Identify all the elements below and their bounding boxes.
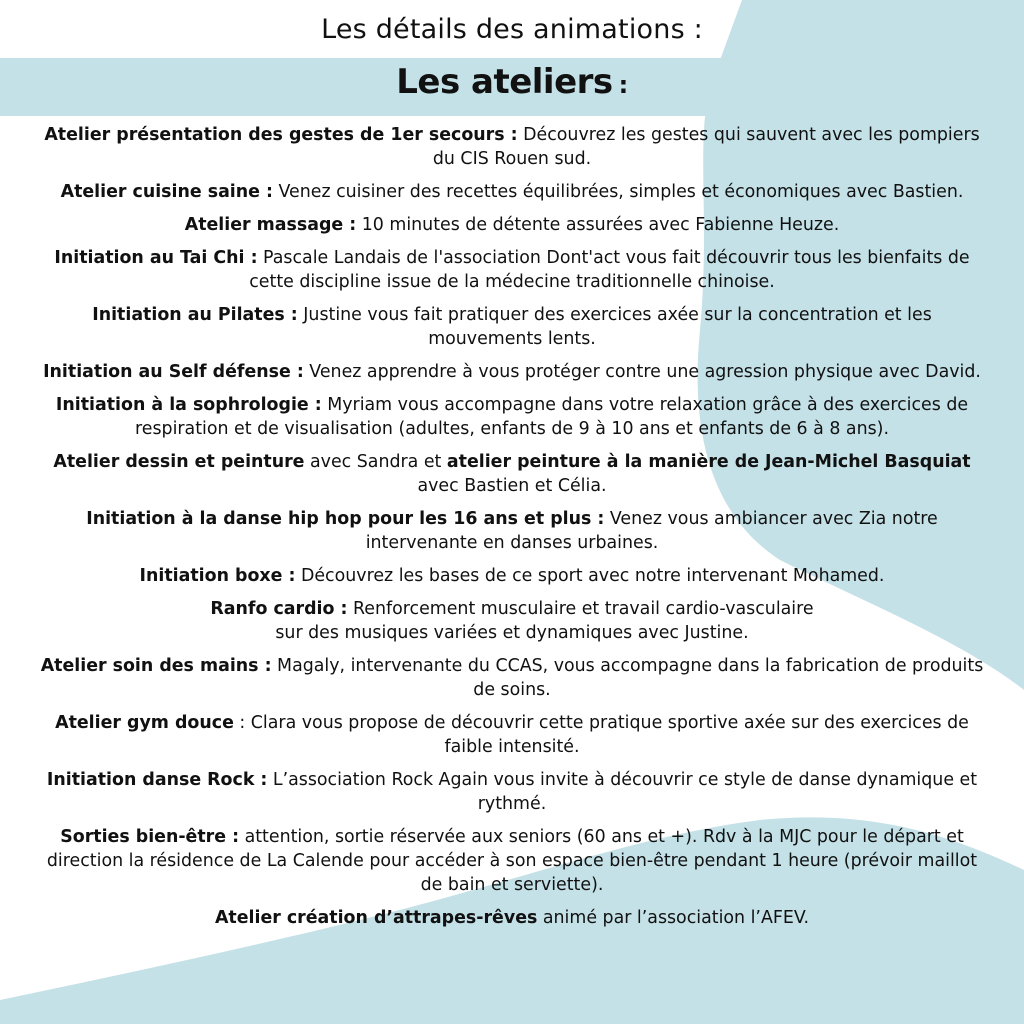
item-description: Découvrez les bases de ce sport avec notre intervenant Mohamed.	[295, 566, 885, 586]
item-description: attention, sortie réservée aux seniors (60 ans et +). Rdv à la MJC pour le départ et direction la résidence de La Calende pour accéder à son espace bien-être pendant 1 heure (prévoir maillot de bain et serviette).	[46, 827, 978, 895]
list-item	[24, 906, 1000, 930]
item-title: Sorties bien-être :	[60, 827, 240, 847]
item-description: Venez apprendre à vous protéger contre une agression physique avec David.	[303, 362, 981, 382]
item-title: Atelier gym douce	[55, 713, 234, 733]
section-title-text: Les ateliers	[396, 62, 613, 102]
item-title: Atelier création d’attrapes-rêves	[214, 908, 538, 928]
list-item	[24, 303, 1000, 351]
list-item	[24, 825, 1000, 897]
section-title	[0, 62, 1024, 102]
item-title: Initiation au Pilates :	[92, 305, 298, 325]
item-title: Initiation au Self défense :	[43, 362, 304, 382]
item-title: Initiation à la danse hip hop pour les 16 ans et plus :	[86, 509, 605, 529]
list-item	[24, 711, 1000, 759]
list-item	[24, 564, 1000, 588]
item-description-line2: sur des musiques variées et dynamiques avec Justine.	[275, 623, 749, 643]
list-item	[24, 246, 1000, 294]
item-title: Atelier présentation des gestes de 1er secours :	[44, 125, 518, 145]
item-description: 10 minutes de détente assurées avec Fabienne Heuze.	[356, 215, 840, 235]
list-item	[24, 123, 1000, 171]
list-item	[24, 768, 1000, 816]
item-title: Atelier massage :	[184, 215, 357, 235]
list-item	[24, 180, 1000, 204]
item-title: Initiation danse Rock :	[46, 770, 268, 790]
item-description: Justine vous fait pratiquer des exercices axée sur la concentration et les mouvements lents.	[297, 305, 932, 349]
list-item	[24, 360, 1000, 384]
item-description: animé par l’association l’AFEV.	[537, 908, 810, 928]
list-item	[24, 450, 1000, 498]
item-title: Ranfo cardio :	[210, 599, 348, 619]
list-item	[24, 393, 1000, 441]
item-title-secondary: atelier peinture à la manière de Jean-Michel Basquiat	[446, 452, 971, 472]
item-description: Venez cuisiner des recettes équilibrées, simples et économiques avec Bastien.	[272, 182, 964, 202]
item-description: avec Sandra et	[304, 452, 447, 472]
list-item	[24, 213, 1000, 237]
item-description: Magaly, intervenante du CCAS, vous accompagne dans la fabrication de produits de soins.	[271, 656, 984, 700]
list-item	[24, 654, 1000, 702]
item-title: Atelier dessin et peinture	[53, 452, 305, 472]
item-description: Pascale Landais de l'association Dont'act vous fait découvrir tous les bienfaits de cette discipline issue de la médecine traditionnelle chinoise.	[249, 248, 970, 292]
item-title: Initiation à la sophrologie :	[55, 395, 322, 415]
item-title: Initiation au Tai Chi :	[54, 248, 258, 268]
item-description: Myriam vous accompagne dans votre relaxation grâce à des exercices de respiration et de visualisation (adultes, enfants de 9 à 10 ans et enfants de 6 à 8 ans).	[135, 395, 969, 439]
item-title: Initiation boxe :	[139, 566, 296, 586]
page-heading: Les détails des animations :	[321, 14, 703, 45]
item-description: Venez vous ambiancer avec Zia notre intervenante en danses urbaines.	[365, 509, 938, 553]
workshop-list	[24, 123, 1000, 939]
section-title-colon: :	[618, 71, 628, 99]
list-item	[24, 507, 1000, 555]
item-description: L’association Rock Again vous invite à découvrir ce style de danse dynamique et rythmé.	[267, 770, 978, 814]
item-title: Atelier soin des mains :	[40, 656, 272, 676]
item-description: Renforcement musculaire et travail cardio-vasculaire	[347, 599, 814, 619]
item-title: Atelier cuisine saine :	[60, 182, 273, 202]
list-item	[24, 597, 1000, 645]
item-description: Découvrez les gestes qui sauvent avec les pompiers du CIS Rouen sud.	[432, 125, 980, 169]
item-description-end: avec Bastien et Célia.	[417, 476, 607, 496]
item-description: : Clara vous propose de découvrir cette pratique sportive axée sur des exercices de faible intensité.	[233, 713, 969, 757]
